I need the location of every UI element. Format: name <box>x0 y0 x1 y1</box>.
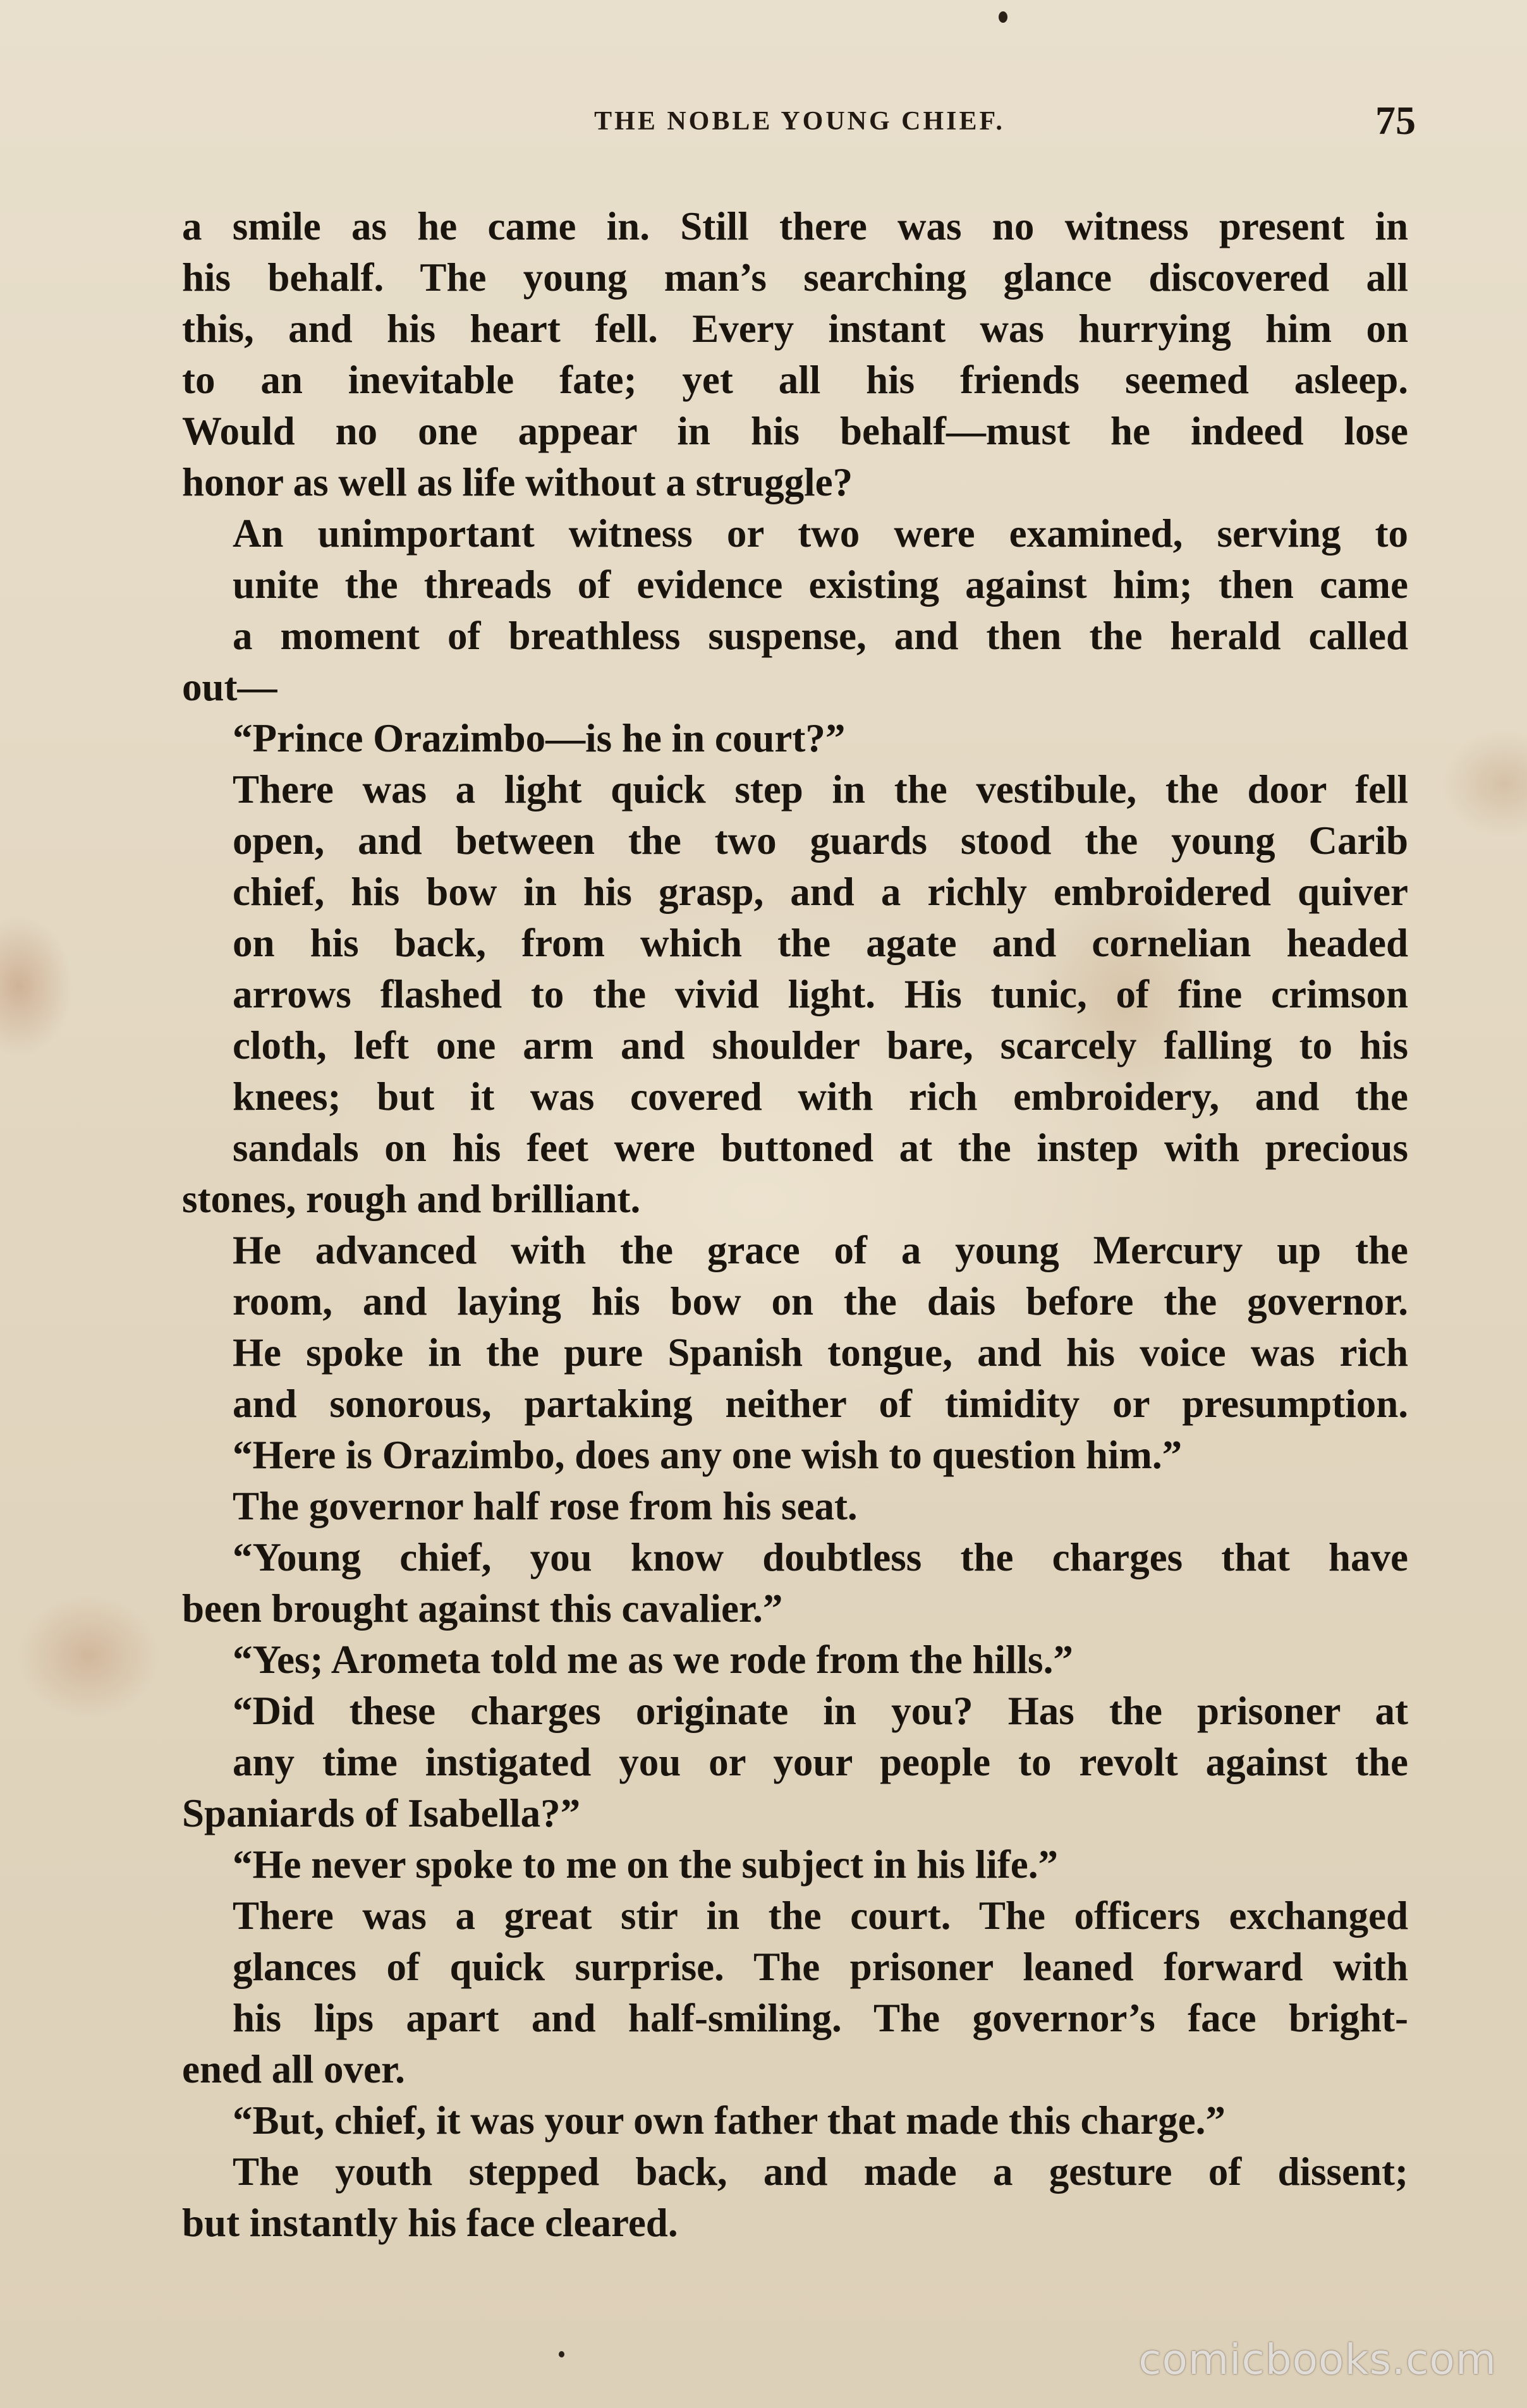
ink-speck <box>559 2351 564 2357</box>
paragraph <box>182 1686 1408 1788</box>
text-line: There was a great stir in the court. The officers exchanged <box>233 1894 1408 1938</box>
text-line: “Did these charges originate in you? Has the prisoner at <box>233 1689 1408 1733</box>
text-line: “But, chief, it was your own father that made this charge.” <box>233 2098 1226 2143</box>
paragraph <box>182 508 1408 662</box>
page-header <box>183 98 1416 157</box>
text-line: chief, his bow in his grasp, and a richly embroidered quiver <box>233 870 1408 914</box>
paragraph <box>182 1532 1408 1583</box>
site-watermark: comicbooks.com <box>1138 2335 1497 2384</box>
text-line: An unimportant witness or two were examined, serving to <box>233 511 1408 556</box>
text-line: He spoke in the pure Spanish tongue, and his voice was rich <box>233 1330 1408 1375</box>
text-line: and sonorous, partaking neither of timidity or presumption. <box>233 1382 1408 1426</box>
text-line: his behalf. The young man’s searching glance discovered all <box>182 255 1408 300</box>
text-line: knees; but it was covered with rich embroidery, and the <box>233 1074 1408 1119</box>
text-line: a smile as he came in. Still there was no witness present in <box>182 204 1408 248</box>
paragraph <box>182 1634 1408 1686</box>
paragraph <box>182 2095 1408 2146</box>
paragraph <box>182 1225 1408 1430</box>
body-text <box>182 201 1408 2249</box>
text-line: “Here is Orazimbo, does any one wish to question him.” <box>233 1433 1183 1477</box>
text-line: honor as well as life without a struggle? <box>182 460 853 504</box>
paragraph <box>182 2198 1408 2249</box>
text-line: his lips apart and half-smiling. The governor’s face bright- <box>233 1996 1408 2040</box>
paragraph <box>182 713 1408 764</box>
text-line: to an inevitable fate; yet all his friends seemed asleep. <box>182 358 1408 402</box>
text-line: this, and his heart fell. Every instant was hurrying him on <box>182 307 1408 351</box>
paragraph <box>182 662 1408 713</box>
text-line: open, and between the two guards stood the young Carib <box>233 818 1408 863</box>
paragraph <box>182 1174 1408 1225</box>
paragraph <box>182 457 1408 508</box>
page-number: 75 <box>1375 98 1416 143</box>
text-line: unite the threads of evidence existing against him; then came <box>233 562 1408 607</box>
text-line: “Prince Orazimbo—is he in court?” <box>233 716 846 760</box>
text-line: “Yes; Arometa told me as we rode from the hills.” <box>233 1638 1073 1682</box>
text-line: room, and laying his bow on the dais before the governor. <box>233 1279 1408 1323</box>
text-line: cloth, left one arm and shoulder bare, scarcely falling to his <box>233 1023 1408 1067</box>
text-line: stones, rough and brilliant. <box>182 1177 641 1221</box>
text-line: out— <box>182 665 277 709</box>
paragraph <box>182 1583 1408 1634</box>
ink-speck <box>999 11 1007 23</box>
text-line: arrows flashed to the vivid light. His tunic, of fine crimson <box>233 972 1408 1016</box>
text-line: There was a light quick step in the vestibule, the door fell <box>233 767 1408 812</box>
paragraph <box>182 1430 1408 1481</box>
text-line: any time instigated you or your people to revolt against the <box>233 1740 1408 1784</box>
paragraph <box>182 1788 1408 1839</box>
text-line: “Young chief, you know doubtless the charges that have <box>233 1535 1408 1579</box>
text-line: sandals on his feet were buttoned at the instep with precious <box>233 1126 1408 1170</box>
text-line: “He never spoke to me on the subject in his life.” <box>233 1842 1059 1887</box>
paragraph <box>182 2146 1408 2198</box>
text-line: ened all over. <box>182 2047 405 2091</box>
text-line: on his back, from which the agate and cornelian headed <box>233 921 1408 965</box>
text-line: glances of quick surprise. The prisoner leaned forward with <box>233 1945 1408 1989</box>
paragraph <box>182 1481 1408 1532</box>
text-line: a moment of breathless suspense, and then the herald called <box>233 614 1408 658</box>
text-line: The governor half rose from his seat. <box>233 1484 858 1528</box>
text-line: been brought against this cavalier.” <box>182 1586 783 1631</box>
paragraph <box>182 764 1408 1174</box>
paragraph <box>182 1839 1408 1890</box>
text-line: The youth stepped back, and made a gesture of dissent; <box>233 2150 1408 2194</box>
paragraph <box>182 1890 1408 2044</box>
text-line: Would no one appear in his behalf—must he indeed lose <box>182 409 1408 453</box>
text-line: Spaniards of Isabella?” <box>182 1791 581 1835</box>
paragraph <box>182 2044 1408 2095</box>
paragraph <box>182 201 1408 457</box>
text-line: He advanced with the grace of a young Mercury up the <box>233 1228 1408 1272</box>
running-title: THE NOBLE YOUNG CHIEF. <box>594 107 1005 136</box>
text-line: but instantly his face cleared. <box>182 2201 678 2245</box>
